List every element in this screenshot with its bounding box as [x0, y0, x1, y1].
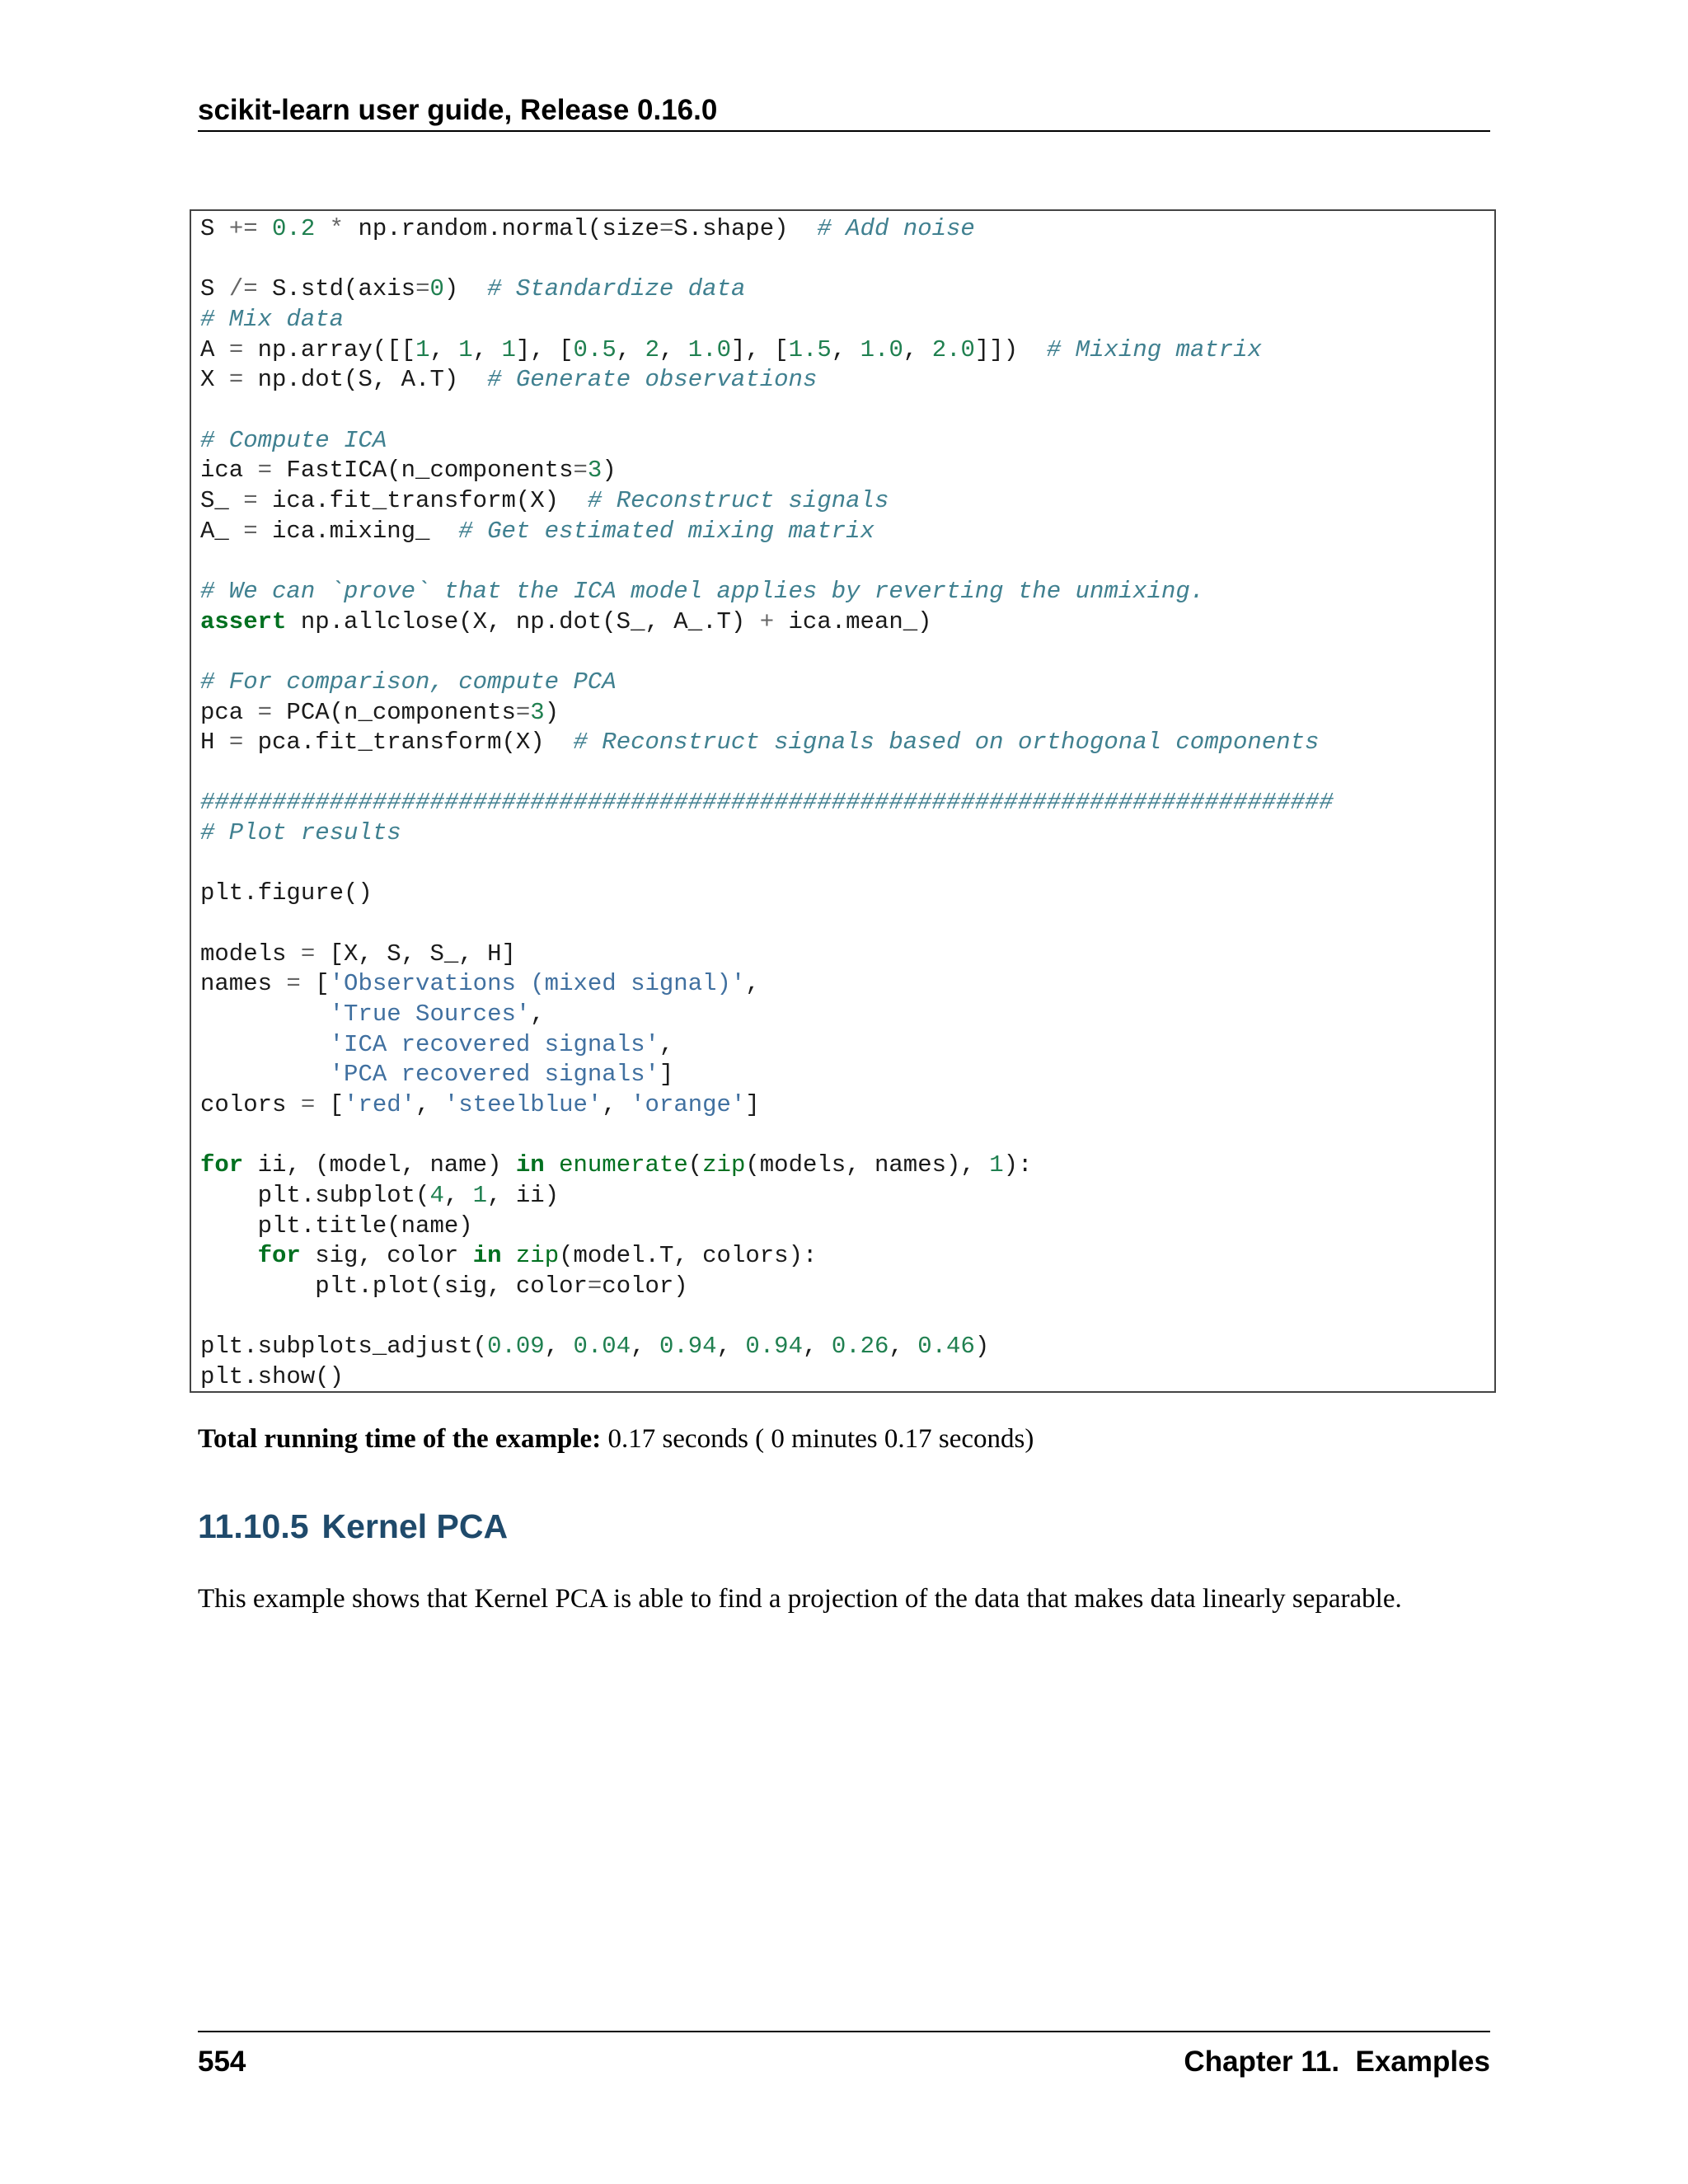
- code-token: assert: [200, 607, 287, 635]
- code-line: [200, 1332, 1334, 1362]
- code-token: ,: [443, 1182, 473, 1209]
- code-token: A: [200, 335, 229, 363]
- code-line: [200, 1212, 1334, 1242]
- code-token: # Reconstruct signals based on orthogonal components: [573, 729, 1320, 757]
- code-token: [315, 215, 329, 242]
- code-line: [200, 1362, 1334, 1393]
- code-token: # Plot results: [200, 819, 401, 847]
- code-token: # Get estimated mixing matrix: [458, 517, 874, 545]
- code-token: ,: [631, 1333, 659, 1361]
- code-token: ]]): [974, 335, 1047, 363]
- code-token: ,: [602, 1091, 631, 1119]
- code-token: (models, names),: [745, 1151, 990, 1179]
- code-token: enumerate: [559, 1151, 688, 1179]
- code-line: [200, 1272, 1334, 1302]
- code-token: 0.46: [917, 1333, 975, 1361]
- code-token: [502, 1242, 516, 1269]
- code-token: 'True Sources': [329, 1001, 531, 1029]
- code-token: plt.subplot(: [200, 1182, 430, 1209]
- code-token: (: [687, 1151, 703, 1179]
- page-header: [198, 92, 1490, 132]
- code-token: [: [315, 1091, 345, 1119]
- code-token: plt.figure(): [200, 879, 373, 907]
- code-token: 1: [501, 335, 516, 363]
- code-line: [200, 396, 1334, 426]
- code-line: [200, 426, 1334, 457]
- code-token: # Compute ICA: [200, 426, 387, 454]
- code-token: [258, 215, 272, 242]
- code-token: [200, 1031, 330, 1058]
- code-line: [200, 577, 1334, 607]
- code-token: 1: [472, 1182, 488, 1209]
- code-token: sig, color: [300, 1242, 473, 1270]
- code-token: np.dot(S, A.T): [243, 366, 488, 394]
- code-token: =: [257, 457, 273, 485]
- code-line: [200, 698, 1334, 729]
- code-line: [200, 668, 1334, 698]
- section-title: Kernel PCA: [321, 1507, 509, 1545]
- code-line: [200, 1030, 1334, 1061]
- code-token: 3: [587, 457, 603, 485]
- code-token: # Add noise: [817, 215, 975, 242]
- code-token: 'PCA recovered signals': [329, 1061, 659, 1089]
- code-token: ,: [544, 1333, 574, 1361]
- code-token: S: [200, 275, 229, 303]
- header-title: scikit-learn user guide, Release 0.16.0: [198, 94, 718, 126]
- code-token: =: [243, 517, 258, 545]
- code-token: 0.04: [573, 1333, 631, 1361]
- code-token: 0: [429, 275, 444, 303]
- code-token: [: [300, 970, 330, 998]
- code-token: ica: [200, 457, 258, 485]
- code-token: 1.0: [687, 335, 731, 363]
- code-token: [200, 1001, 330, 1028]
- code-line: [200, 940, 1334, 970]
- code-token: in: [472, 1242, 502, 1270]
- code-token: ): [602, 457, 617, 485]
- code-token: ,: [659, 335, 688, 363]
- code-token: ,: [745, 970, 760, 998]
- code-line: [200, 1181, 1334, 1212]
- code-token: ,: [616, 335, 645, 363]
- code-token: 'red': [344, 1091, 416, 1119]
- code-token: plt.plot(sig, color: [200, 1272, 588, 1300]
- code-token: # Mixing matrix: [1046, 335, 1262, 363]
- code-line: [200, 909, 1334, 940]
- code-line: [200, 1302, 1334, 1333]
- code-token: 1.0: [860, 335, 903, 363]
- code-token: S.shape): [673, 215, 818, 242]
- code-token: [545, 1151, 559, 1179]
- code-listing: [200, 214, 1334, 1393]
- code-token: 1.5: [788, 335, 832, 363]
- section-paragraph: This example shows that Kernel PCA is able to find a projection of the data that makes data linearly separable.: [198, 1584, 1402, 1614]
- code-token: *: [329, 215, 345, 242]
- code-token: =: [515, 698, 531, 726]
- code-token: X: [200, 366, 229, 394]
- code-token: 1: [458, 335, 473, 363]
- code-token: =: [587, 1272, 603, 1300]
- code-token: zip: [702, 1151, 746, 1179]
- code-line: [200, 788, 1334, 818]
- code-token: ]: [745, 1091, 760, 1119]
- code-line: [200, 1241, 1334, 1272]
- code-token: ): [974, 1333, 990, 1361]
- code-line: [200, 758, 1334, 789]
- code-token: ,: [659, 1030, 674, 1058]
- code-token: 0.26: [831, 1333, 889, 1361]
- code-line: [200, 879, 1334, 909]
- code-token: =: [300, 1091, 316, 1119]
- code-token: pca: [200, 698, 258, 726]
- code-line: [200, 546, 1334, 577]
- code-token: S: [200, 215, 229, 242]
- code-block: [190, 209, 1496, 1393]
- code-token: ,: [716, 1333, 746, 1361]
- code-token: ], [: [731, 335, 789, 363]
- code-token: =: [415, 275, 430, 303]
- code-token: (model.T, colors):: [559, 1242, 818, 1270]
- code-token: # For comparison, compute PCA: [200, 668, 617, 696]
- code-token: ]: [659, 1061, 674, 1089]
- code-token: # Mix data: [200, 305, 345, 333]
- code-token: ,: [429, 335, 459, 363]
- code-token: =: [228, 366, 244, 394]
- code-token: [200, 1242, 258, 1269]
- code-token: 'steelblue': [443, 1091, 603, 1119]
- code-token: # Generate observations: [487, 366, 818, 394]
- code-token: 'orange': [631, 1091, 746, 1119]
- code-line: [200, 849, 1334, 879]
- code-token: 2: [645, 335, 659, 363]
- code-token: colors: [200, 1091, 301, 1119]
- code-line: [200, 1000, 1334, 1030]
- code-token: ):: [1003, 1151, 1033, 1179]
- code-token: ,: [415, 1091, 444, 1119]
- code-token: for: [257, 1242, 301, 1270]
- code-token: =: [228, 335, 244, 363]
- code-token: ###############################################################################: [200, 789, 1334, 817]
- code-token: 0.94: [745, 1333, 803, 1361]
- code-token: 2.0: [931, 335, 975, 363]
- code-line: [200, 456, 1334, 486]
- code-token: color): [602, 1272, 688, 1300]
- code-token: ,: [903, 335, 932, 363]
- code-token: =: [228, 729, 244, 757]
- code-token: ica.fit_transform(X): [257, 486, 588, 514]
- code-token: zip: [515, 1242, 560, 1270]
- code-token: H: [200, 729, 229, 757]
- code-token: =: [286, 970, 301, 998]
- code-line: [200, 607, 1334, 638]
- code-token: 1: [415, 335, 430, 363]
- code-token: ii, (model, name): [243, 1151, 516, 1179]
- code-token: 'Observations (mixed signal)': [329, 970, 746, 998]
- code-line: [200, 728, 1334, 758]
- code-token: ,: [831, 335, 860, 363]
- code-line: [200, 517, 1334, 547]
- code-token: pca.fit_transform(X): [243, 729, 574, 757]
- code-line: [200, 1151, 1334, 1181]
- code-line: [200, 305, 1334, 335]
- code-token: # Reconstruct signals: [587, 486, 889, 514]
- code-token: +: [759, 607, 775, 635]
- code-token: ,: [472, 335, 502, 363]
- code-token: S_: [200, 486, 244, 514]
- code-token: np.allclose(X, np.dot(S_, A_.T): [286, 607, 760, 635]
- code-line: [200, 365, 1334, 396]
- code-line: [200, 1060, 1334, 1090]
- code-token: =: [257, 698, 273, 726]
- code-token: ,: [803, 1333, 832, 1361]
- chapter-label: Chapter 11. Examples: [1184, 2046, 1490, 2078]
- code-token: in: [515, 1151, 545, 1179]
- code-token: 0.5: [573, 335, 617, 363]
- code-token: np.array([[: [243, 335, 416, 363]
- code-token: , ii): [487, 1182, 560, 1209]
- code-token: 1: [989, 1151, 1004, 1179]
- page-footer: [198, 2031, 1490, 2078]
- code-token: =: [573, 457, 588, 485]
- section-number: 11.10.5: [198, 1507, 309, 1545]
- code-line: [200, 335, 1334, 366]
- code-token: 3: [530, 698, 545, 726]
- code-line: [200, 637, 1334, 668]
- code-line: [200, 245, 1334, 275]
- code-line: [200, 274, 1334, 305]
- code-token: 0.94: [659, 1333, 717, 1361]
- code-token: PCA(n_components: [272, 698, 516, 726]
- code-token: plt.title(name): [200, 1212, 473, 1240]
- runtime-value: 0.17 seconds ( 0 minutes 0.17 seconds): [601, 1424, 1034, 1454]
- code-token: FastICA(n_components: [272, 457, 574, 485]
- code-token: ): [544, 698, 560, 726]
- code-token: ,: [889, 1333, 918, 1361]
- code-token: [200, 1061, 330, 1088]
- runtime-label: Total running time of the example:: [198, 1424, 602, 1454]
- code-line: [200, 214, 1334, 245]
- code-token: [X, S, S_, H]: [315, 940, 516, 968]
- code-token: +=: [228, 215, 258, 242]
- page-number: 554: [198, 2046, 246, 2078]
- code-token: plt.subplots_adjust(: [200, 1333, 488, 1361]
- code-token: models: [200, 940, 301, 968]
- code-token: ], [: [515, 335, 574, 363]
- code-token: =: [300, 940, 316, 968]
- code-token: ): [443, 275, 488, 303]
- code-line: [200, 969, 1334, 1000]
- code-token: ,: [530, 1001, 545, 1029]
- code-token: /=: [228, 275, 258, 303]
- code-token: A_: [200, 517, 244, 545]
- code-line: [200, 1121, 1334, 1151]
- code-line: [200, 486, 1334, 517]
- code-token: for: [200, 1151, 244, 1179]
- code-token: np.random.normal(size: [344, 215, 659, 242]
- runtime-line: [198, 1421, 1034, 1457]
- code-token: S.std(axis: [257, 275, 416, 303]
- code-token: =: [659, 215, 674, 242]
- code-token: plt.show(): [200, 1362, 345, 1390]
- code-token: names: [200, 970, 287, 998]
- code-token: ica.mixing_: [257, 517, 459, 545]
- code-line: [200, 818, 1334, 849]
- code-token: =: [243, 486, 258, 514]
- code-token: # Standardize data: [487, 275, 746, 303]
- code-token: # We can `prove` that the ICA model applies by reverting the unmixing.: [200, 577, 1205, 605]
- code-token: 0.2: [272, 215, 316, 242]
- code-token: 4: [429, 1182, 444, 1209]
- code-token: 0.09: [487, 1333, 545, 1361]
- code-token: ica.mean_): [774, 607, 932, 635]
- code-token: 'ICA recovered signals': [329, 1030, 659, 1058]
- code-line: [200, 1090, 1334, 1121]
- section-heading: [198, 1505, 508, 1548]
